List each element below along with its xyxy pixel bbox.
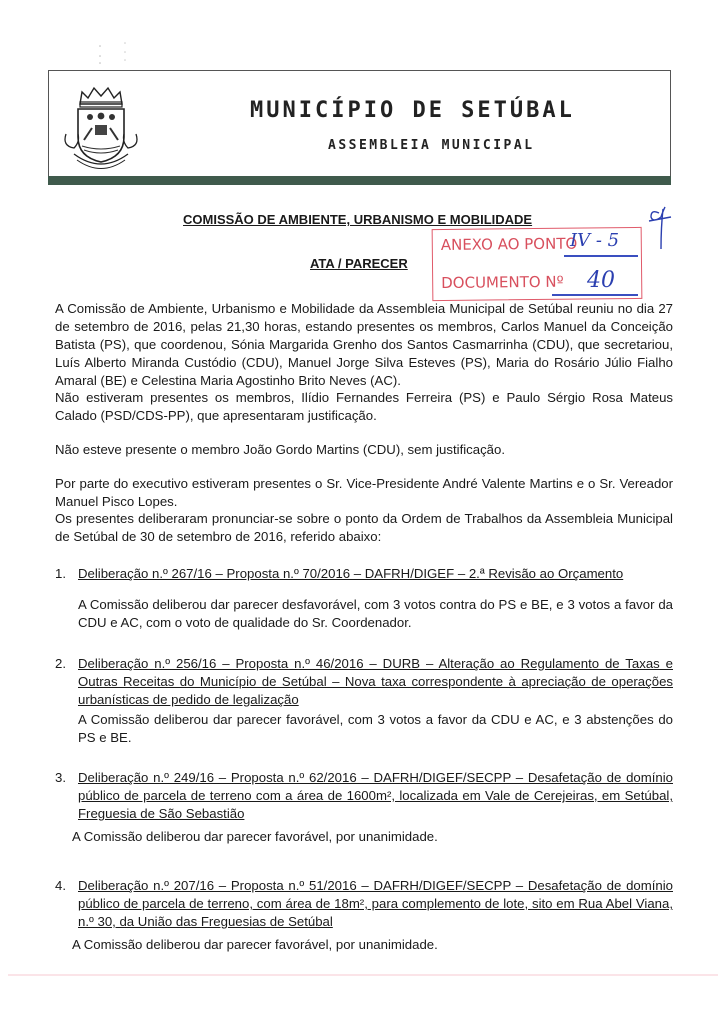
executive-paragraph: Por parte do executivo estiveram presentes o Sr. Vice-Presidente André Valente Martins e o Sr. Vereador Manuel Pisco Lopes.	[55, 476, 673, 509]
handwritten-page-mark	[645, 203, 675, 253]
stamp-document-underline	[552, 294, 638, 296]
stamp-point-label: ANEXO AO PONTO	[440, 234, 578, 255]
item-number: 4.	[55, 878, 66, 893]
stamp-document-label: DOCUMENTO Nº	[441, 272, 564, 293]
stamp-point-underline	[564, 255, 638, 257]
item-number: 2.	[55, 656, 66, 671]
item-number: 1.	[55, 566, 66, 581]
scan-dots	[95, 8, 135, 68]
item-heading: Deliberação n.º 207/16 – Proposta n.º 51/2016 – DAFRH/DIGEF/SECPP – Desafetação de domínio público de parcela de terreno, com área de 18m², para complemento de lote, sito em Rua Abel Viana, n.º 30, da União das Freguesias de Setúbal	[78, 878, 673, 929]
stamp-point-value: IV - 5	[570, 230, 620, 251]
item-heading: Deliberação n.º 256/16 – Proposta n.º 46/2016 – DURB – Alteração ao Regulamento de Taxas e Outras Receitas do Município de Setúbal – Nova taxa correspondente à apreciação de operações urbanísticas de pedido de legalização	[78, 656, 673, 707]
item-opinion: A Comissão deliberou dar parecer favorável, por unanimidade.	[72, 937, 438, 952]
agenda-intro-paragraph: Os presentes deliberaram pronunciar-se sobre o ponto da Ordem de Trabalhos da Assembleia Municipal de Setúbal de 30 de setembro de 2016, referido abaixo:	[55, 511, 673, 544]
item-number: 3.	[55, 770, 66, 785]
stamp-document-value: 40	[587, 268, 615, 293]
absent-unjustified-paragraph: Não esteve presente o membro João Gordo Martins (CDU), sem justificação.	[55, 442, 506, 457]
committee-title: COMISSÃO DE AMBIENTE, URBANISMO E MOBILIDADE	[183, 212, 533, 227]
item-heading: Deliberação n.º 267/16 – Proposta n.º 70/2016 – DAFRH/DIGEF – 2.ª Revisão ao Orçamento	[78, 566, 624, 581]
item-heading: Deliberação n.º 249/16 – Proposta n.º 62/2016 – DAFRH/DIGEF/SECPP – Desafetação de domínio público de parcela de terreno com a área de 1600m², localizada em Vale de Cerejeiras, em Setúbal, Freguesia de São Sebastião	[78, 770, 673, 821]
municipality-title: MUNICÍPIO DE SETÚBAL	[250, 98, 575, 123]
item-opinion: A Comissão deliberou dar parecer desfavorável, com 3 votos contra do PS e BE, e 3 votos a favor da CDU e AC, com o voto de qualidade do Sr. Coordenador.	[78, 597, 673, 630]
attendance-paragraph: A Comissão de Ambiente, Urbanismo e Mobilidade da Assembleia Municipal de Setúbal reuniu no dia 27 de setembro de 2016, pelas 21,30 horas, estando presentes os membros, Carlos Manuel da Conceição Batista (PS), que coordenou, Sónia Margarida Grenho dos Santos Casmarrinha (CDU), que secretariou, Luís Alberto Miranda Custódio (CDU), Manuel Jorge Silva Esteves (PS), Maria do Rosário Júlio Fialho Amaral (BE) e Celestina Maria Agostinho Brito Neves (AC).	[55, 301, 673, 388]
assembly-subtitle: ASSEMBLEIA MUNICIPAL	[328, 138, 535, 153]
scan-artifact-line	[8, 974, 718, 976]
document-title: ATA / PARECER	[310, 256, 408, 271]
absent-justified-paragraph: Não estiveram presentes os membros, Ilídio Fernandes Ferreira (PS) e Paulo Sérgio Rosa Mateus Calado (PSD/CDS-PP), que apresentaram justificação.	[55, 390, 673, 423]
item-opinion: A Comissão deliberou dar parecer favorável, por unanimidade.	[72, 829, 438, 844]
coat-of-arms-icon	[60, 82, 142, 170]
letterhead-band	[48, 176, 671, 185]
item-opinion: A Comissão deliberou dar parecer favorável, com 3 votos a favor da CDU e AC, e 3 abstenções do PS e BE.	[78, 712, 673, 745]
